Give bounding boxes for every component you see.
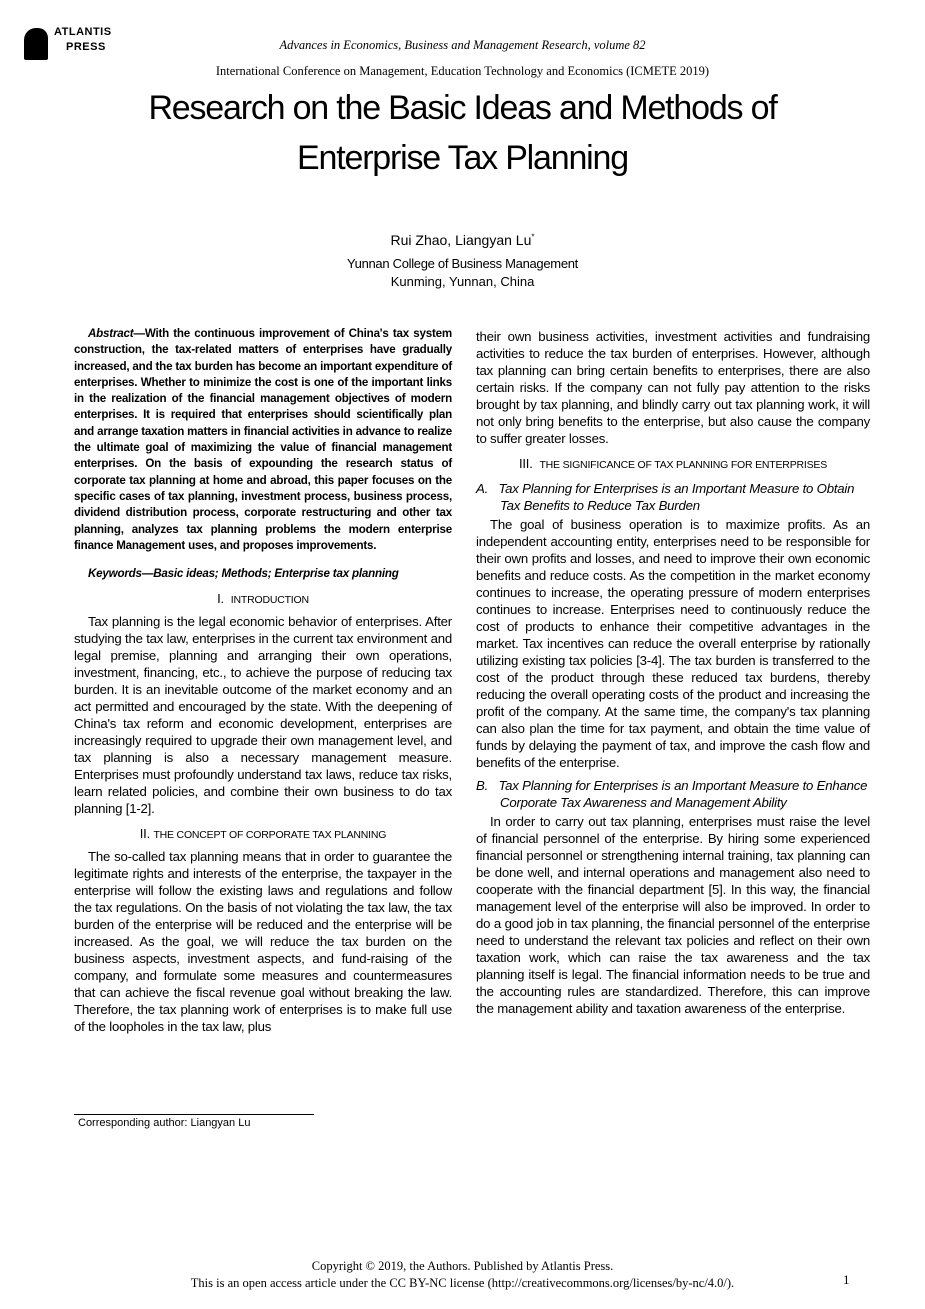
logo-line2: PRESS [66,41,106,53]
footnote: Corresponding author: Liangyan Lu [78,1117,251,1129]
section-heading-3 [476,455,870,474]
title-line1: Research on the Basic Ideas and Methods of [148,89,777,127]
section-title: INTRODUCTION [230,594,309,607]
section-title: THE CONCEPT OF CORPORATE TAX PLANNING [153,829,387,842]
affiliation: Yunnan College of Business Management [346,256,578,271]
paragraph: their own business activities, investment activities and fundraising activities to reduce the tax burden of enterprises. However, although tax planning can bring certain benefits to enterprises, there are also certain risks. If the company can not fully pay attention to the risks brought by tax planning, and blindly carry out tax planning work, it will not only bring benefits to the enterprise, but also cause the company to suffer greater losses. [476,329,870,446]
author-mark: * [531,232,535,242]
keywords [74,566,452,582]
section-heading-2 [74,825,452,844]
logo-line1: ATLANTIS [54,26,112,38]
subsection-title: Tax Planning for Enterprises is an Important Measure to Obtain Tax Benefits to Reduce Tax Burden [498,481,855,513]
footnote-rule [74,1114,314,1115]
location: Kunming, Yunnan, China [390,274,535,289]
abstract [74,326,452,554]
abstract-text: —With the continuous improvement of China's tax system construction, the tax-related matters of enterprises have gradually increased, and the tax burden has become an important expenditure of enterprises. Whether to minimize the cost is one of the important links in the realization of the financial management objectives of modern enterprises. It is required that enterprises should scientifically plan and arrange taxation matters in financial activities in advance to realize the ultimate goal of maximizing the value of financial management enterprises. On the basis of expounding the research status of corporate tax planning at home and abroad, this paper focuses on the specific cases of tax planning, investment process, business process, dividend distribution process, corporate restructuring and other tax planning, analyzes tax planning problems the modern enterprise finance Management uses, and proposes improvements. [74,327,452,552]
license: This is an open access article under the CC BY-NC license (http://creativecommons.org/licenses/by-nc/4.0/). [190,1276,735,1290]
subsection-label: A. [476,481,489,496]
series-name: Advances in Economics, Business and Management Research, volume 82 [279,38,646,52]
section-number: II. [139,826,151,842]
authors [0,232,925,248]
subsection-title: Tax Planning for Enterprises is an Important Measure to Enhance Corporate Tax Awareness and Management Ability [498,778,868,810]
paragraph: In order to carry out tax planning, enterprises must raise the level of financial personnel of the enterprise. By hiring some experienced financial personnel or strengthening internal training, tax planning can be done well, and internal operations and management also need to cooperate with the financial department [5]. In this way, the financial management level of the enterprise will also be improved. In order to do a good job in tax planning, the financial personnel of the enterprise need to understand the relevant tax policies and reflect on their own taxation work, which can raise the tax awareness and the tax planning itself is legal. The financial information needs to be true and the accounting rules are standardized. Therefore, this can improve the management ability and taxation awareness of the enterprise. [476,814,870,1016]
paragraph: The so-called tax planning means that in order to guarantee the legitimate rights and interests of the enterprise, the taxpayer in the enterprise will follow the existing laws and regulations and follow the tax regulations. On the basis of not violating the tax law, the tax burden of the enterprise will be reduced and the enterprise will be increased. As the goal, we will reduce the tax burden on the business aspects, investment aspects, and fund-raising of the company, and formulate some measures and countermeasures that can achieve the fiscal revenue goal without breaking the law. Therefore, the tax planning work of enterprises is to make full use of the loopholes in the tax law, plus [74,849,452,1035]
section-heading-1 [74,590,452,609]
section-title: THE SIGNIFICANCE OF TAX PLANNING FOR ENTERPRISES [539,459,828,471]
copyright: Copyright © 2019, the Authors. Published by Atlantis Press. [311,1259,614,1273]
section-number: I. [217,591,224,607]
page-number: 1 [843,1272,850,1287]
subsection-heading-a [476,480,870,514]
subsection-heading-b [476,777,870,811]
paragraph: The goal of business operation is to maximize profits. As an independent accounting entity, enterprises need to be responsible for their own profits and losses, and need to improve their own economic benefits and reduce costs. As the competition in the market economy continues to increase, the operating pressure of modern enterprises continues to increase. Enterprises need to continuously reduce the cost of products to enhance their competitive advantages in the market. Tax incentives can reduce the overall enterprise by rationally utilizing existing tax policies [3-4]. The tax burden is transferred to the cost of the product through these reduced tax burdens, thereby reducing the overall operating costs of the product and increasing the profit of the company. At the same time, the company's tax planning can also plan the time for tax payment, and obtain the time value of funds by delaying the payment of tax, and improve the cash flow and benefits of the enterprise. [476,517,870,770]
title-line2: Enterprise Tax Planning [297,139,628,177]
keywords-text: —Basic ideas; Methods; Enterprise tax planning [141,567,399,581]
left-column [74,326,452,1035]
author-names: Rui Zhao, Liangyan Lu [390,232,532,248]
paragraph: Tax planning is the legal economic behavior of enterprises. After studying the tax law, enterprises in the current tax environment and legal premise, planning and arranging their own operations, investment, financing, etc., to achieve the purpose of reducing tax burden. It is an inevitable outcome of the market economy and an act permitted and encouraged by the state. With the deepening of China's tax reform and economic development, enterprises are increasingly required to upgrade their own management level, and tax planning is also a necessary management measure. Enterprises must profoundly understand tax laws, reduce tax risks, learn related policies, and combine their own business to do tax planning [1-2]. [74,614,452,817]
subsection-label: B. [476,778,489,793]
right-column [476,328,870,1017]
keywords-label: Keywords [88,567,142,581]
section-number: III. [518,456,533,471]
abstract-label: Abstract [88,327,134,340]
conference-name: International Conference on Management, Education Technology and Economics (ICMETE 2019) [215,64,710,78]
